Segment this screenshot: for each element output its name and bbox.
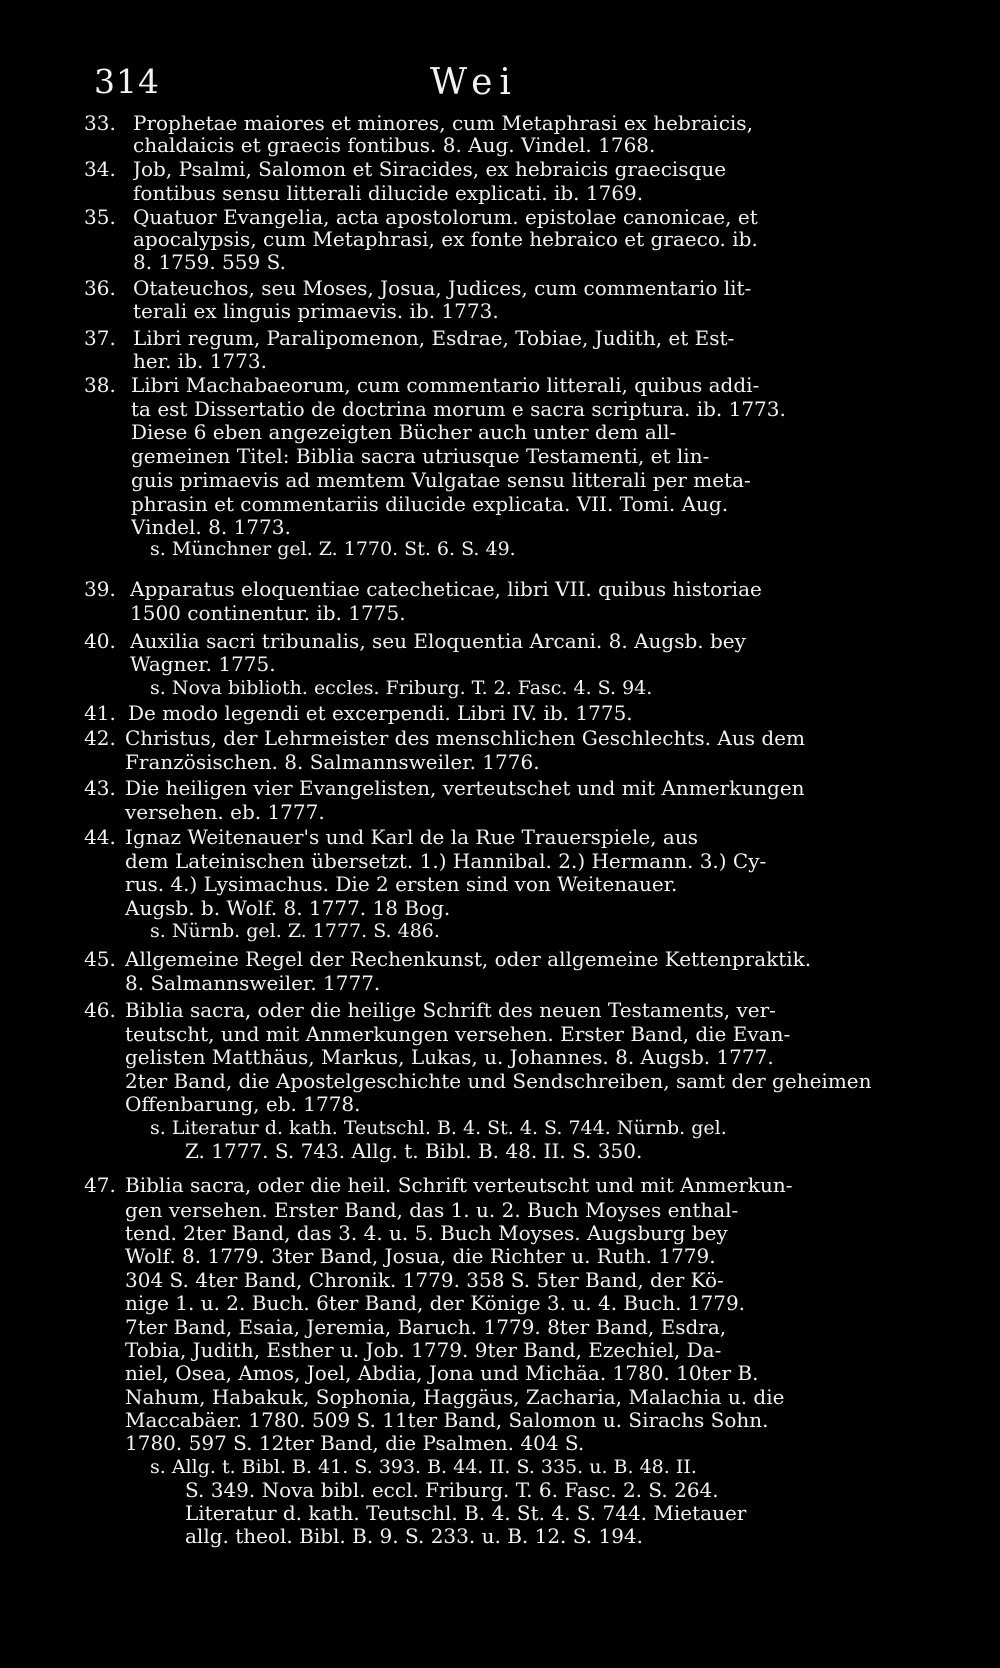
page-number: 314 [94,62,160,101]
entry-text-line: Otateuchos, seu Moses, Josua, Judices, cum commentario lit- [133,276,752,300]
entry-text-line: Allgemeine Regel der Rechenkunst, oder allgemeine Kettenpraktik. [125,947,812,971]
entry-text-line: Biblia sacra, oder die heil. Schrift verteutscht und mit Anmerkun- [125,1173,793,1197]
entry-text-line: Auxilia sacri tribunalis, seu Eloquentia Arcani. 8. Augsb. bey [130,629,746,653]
entry-text-line: Vindel. 8. 1773. [131,515,291,539]
entry-text-line: Diese 6 eben angezeigten Bücher auch unter dem all- [131,420,677,444]
entry-text-line: Nahum, Habakuk, Sophonia, Haggäus, Zacharia, Malachia u. die [125,1385,785,1409]
page-header [0,62,1000,110]
entry-text-line: gelisten Matthäus, Markus, Lukas, u. Johannes. 8. Augsb. 1777. [125,1045,774,1069]
entry-text-line: teutscht, und mit Anmerkungen versehen. Erster Band, die Evan- [125,1022,791,1046]
entry-text-line: Z. 1777. S. 743. Allg. t. Bibl. B. 48. II. S. 350. [185,1139,643,1163]
entry-text-line: Quatuor Evangelia, acta apostolorum. epistolae canonicae, et [133,205,758,229]
entry-text-line: Maccabäer. 1780. 509 S. 11ter Band, Salomon u. Sirachs Sohn. [125,1408,769,1432]
entry-number: 34. [84,157,116,181]
entry-text-line: 8. Salmannsweiler. 1777. [125,971,381,995]
entry-text-line: versehen. eb. 1777. [125,800,325,824]
entry-text-line: Ignaz Weitenauer's und Karl de la Rue Trauerspiele, aus [125,825,698,849]
entry-number: 40. [84,629,116,653]
entry-text-line: Tobia, Judith, Esther u. Job. 1779. 9ter Band, Ezechiel, Da- [125,1338,722,1362]
entry-number: 35. [84,205,116,229]
entry-reference-line: s. Allg. t. Bibl. B. 41. S. 393. B. 44. II. S. 335. u. B. 48. II. [150,1456,697,1478]
entry-reference-line: s. Nürnb. gel. Z. 1777. S. 486. [150,920,440,942]
entry-text-line: Job, Psalmi, Salomon et Siracides, ex hebraicis graecisque [133,157,727,181]
entry-text-line: Offenbarung, eb. 1778. [125,1092,361,1116]
entry-text-line: dem Lateinischen übersetzt. 1.) Hannibal. 2.) Hermann. 3.) Cy- [125,849,767,873]
entry-text-line: Christus, der Lehrmeister des menschlichen Geschlechts. Aus dem [125,726,805,750]
entry-text-line: 1500 continentur. ib. 1775. [130,601,406,625]
entry-text-line: Wagner. 1775. [130,652,276,676]
entry-text-line: allg. theol. Bibl. B. 9. S. 233. u. B. 12. S. 194. [185,1524,643,1548]
entry-text-line: Französischen. 8. Salmannsweiler. 1776. [125,750,540,774]
entry-text-line: 7ter Band, Esaia, Jeremia, Baruch. 1779. 8ter Band, Esdra, [125,1315,727,1339]
entry-number: 33. [84,111,116,135]
entry-text-line: terali ex linguis primaevis. ib. 1773. [133,299,499,323]
entry-number: 42. [84,726,116,750]
entry-text-line: Libri regum, Paralipomenon, Esdrae, Tobiae, Judith, et Est- [133,326,735,350]
entry-reference-line: s. Nova biblioth. eccles. Friburg. T. 2. Fasc. 4. S. 94. [150,677,653,699]
entry-reference-line: s. Münchner gel. Z. 1770. St. 6. S. 49. [150,538,516,560]
entry-text-line: Prophetae maiores et minores, cum Metaphrasi ex hebraicis, [133,111,753,135]
entry-text-line: 2ter Band, die Apostelgeschichte und Sendschreiben, samt der geheimen [125,1069,872,1093]
entry-text-line: fontibus sensu litterali dilucide explicati. ib. 1769. [133,181,644,205]
entry-number: 47. [84,1173,116,1197]
entry-text-line: 1780. 597 S. 12ter Band, die Psalmen. 404 S. [125,1431,585,1455]
entry-number: 45. [84,947,116,971]
entry-text-line: Biblia sacra, oder die heilige Schrift des neuen Testaments, ver- [125,998,776,1022]
entry-text-line: Libri Machabaeorum, cum commentario litterali, quibus addi- [131,373,760,397]
entry-text-line: phrasin et commentariis dilucide explicata. VII. Tomi. Aug. [131,492,729,516]
entry-text-line: gen versehen. Erster Band, das 1. u. 2. Buch Moyses enthal- [125,1198,739,1222]
entry-number: 46. [84,998,116,1022]
entry-number: 39. [84,577,116,601]
entry-text-line: rus. 4.) Lysimachus. Die 2 ersten sind von Weitenauer. [125,872,678,896]
entry-text-line: 8. 1759. 559 S. [133,250,286,274]
entry-text-line: niel, Osea, Amos, Joel, Abdia, Jona und Michäa. 1780. 10ter B. [125,1361,759,1385]
entry-text-line: apocalypsis, cum Metaphrasi, ex fonte hebraico et graeco. ib. [133,227,758,251]
entry-number: 37. [84,326,116,350]
entry-text-line: gemeinen Titel: Biblia sacra utriusque Testamenti, et lin- [131,444,710,468]
entry-text-line: Augsb. b. Wolf. 8. 1777. 18 Bog. [125,896,451,920]
entry-text-line: Wolf. 8. 1779. 3ter Band, Josua, die Richter u. Ruth. 1779. [125,1244,716,1268]
entry-number: 43. [84,776,116,800]
entry-text-line: chaldaicis et graecis fontibus. 8. Aug. Vindel. 1768. [133,133,656,157]
entry-text-line: 304 S. 4ter Band, Chronik. 1779. 358 S. 5ter Band, der Kö- [125,1268,724,1292]
entry-text-line: Die heiligen vier Evangelisten, verteutschet und mit Anmerkungen [125,776,805,800]
entry-number: 44. [84,825,116,849]
entry-text-line: nige 1. u. 2. Buch. 6ter Band, der Könige 3. u. 4. Buch. 1779. [125,1291,746,1315]
entry-text-line: guis primaevis ad memtem Vulgatae sensu litterali per meta- [131,468,751,492]
entry-text-line: her. ib. 1773. [133,349,267,373]
entry-number: 38. [84,373,116,397]
running-head: Wei [430,62,518,103]
entry-reference-line: s. Literatur d. kath. Teutschl. B. 4. St. 4. S. 744. Nürnb. gel. [150,1117,727,1139]
entry-text-line: tend. 2ter Band, das 3. 4. u. 5. Buch Moyses. Augsburg bey [125,1221,728,1245]
entry-text-line: S. 349. Nova bibl. eccl. Friburg. T. 6. Fasc. 2. S. 264. [185,1478,719,1502]
entry-text-line: De modo legendi et excerpendi. Libri IV. ib. 1775. [128,701,633,725]
entry-text-line: Literatur d. kath. Teutschl. B. 4. St. 4. S. 744. Mietauer [185,1501,747,1525]
entry-text-line: Apparatus eloquentiae catecheticae, libri VII. quibus historiae [130,577,762,601]
entry-text-line: ta est Dissertatio de doctrina morum e sacra scriptura. ib. 1773. [131,397,786,421]
entry-number: 36. [84,276,116,300]
entry-number: 41. [84,701,116,725]
